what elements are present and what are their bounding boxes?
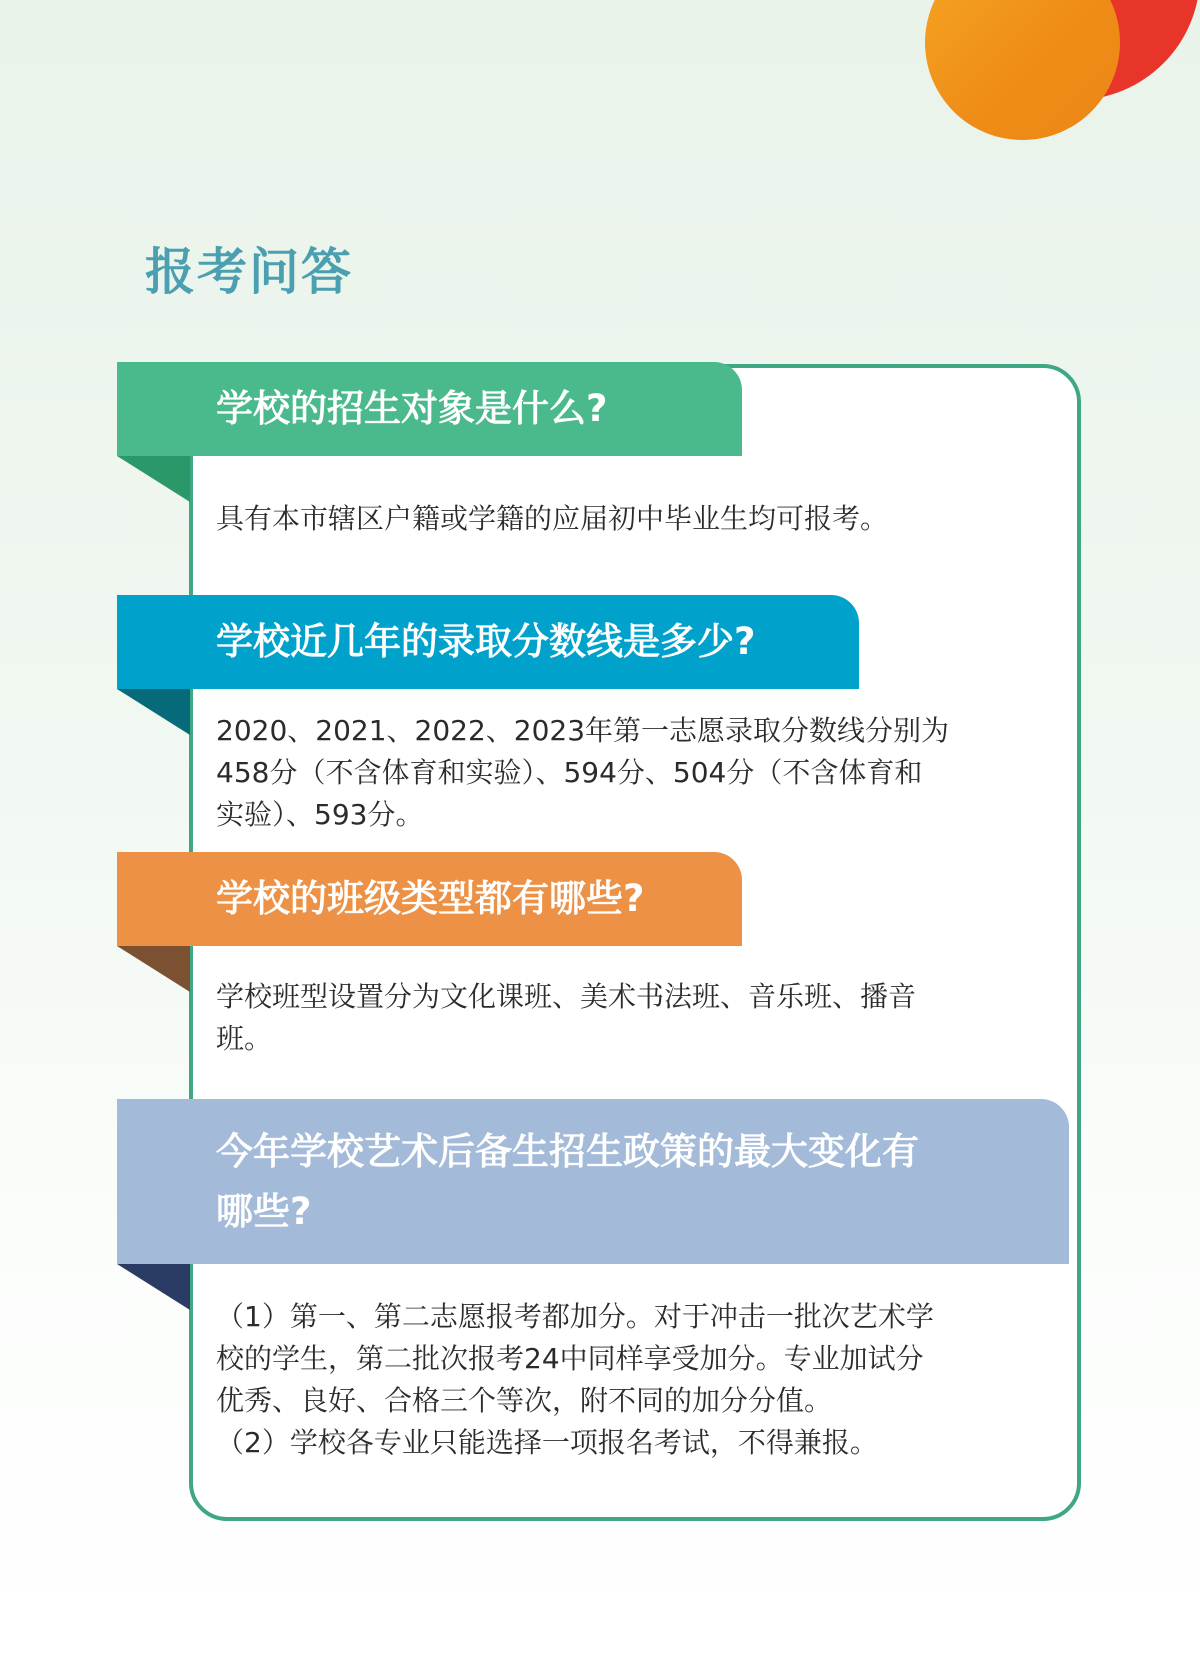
answer-3 bbox=[216, 976, 1036, 1060]
banner-fold-3 bbox=[117, 946, 190, 992]
answer-2-line: 实验）、593分。 bbox=[216, 798, 424, 831]
answer-4-line: 优秀、良好、合格三个等次，附不同的加分分值。 bbox=[216, 1384, 833, 1417]
decorative-orange-circle bbox=[925, 0, 1120, 140]
question-banner-2 bbox=[117, 595, 859, 689]
question-4-text-line: 哪些? bbox=[216, 1189, 312, 1233]
answer-1-line: 具有本市辖区户籍或学籍的应届初中毕业生均可报考。 bbox=[216, 502, 889, 535]
page-title: 报考问答 bbox=[145, 243, 353, 301]
answer-4-line: （1）第一、第二志愿报考都加分。对于冲击一批次艺术学 bbox=[216, 1300, 934, 1333]
answer-4-line: （2）学校各专业只能选择一项报名考试，不得兼报。 bbox=[216, 1426, 878, 1459]
question-3-text: 学校的班级类型都有哪些? bbox=[216, 877, 645, 920]
answer-1 bbox=[216, 498, 1036, 540]
question-1-text: 学校的招生对象是什么? bbox=[216, 387, 608, 430]
answer-3-line: 学校班型设置分为文化课班、美术书法班、音乐班、播音 bbox=[216, 980, 917, 1013]
banner-fold-2 bbox=[117, 689, 190, 735]
answer-2-line: 458分（不含体育和实验）、594分、504分（不含体育和 bbox=[216, 756, 923, 789]
question-2-text: 学校近几年的录取分数线是多少? bbox=[216, 620, 756, 663]
answer-2 bbox=[216, 710, 1036, 836]
answer-3-line: 班。 bbox=[216, 1022, 273, 1055]
question-banner-3 bbox=[117, 852, 742, 946]
answer-2-line: 2020、2021、2022、2023年第一志愿录取分数线分别为 bbox=[216, 714, 950, 747]
banner-fold-1 bbox=[117, 456, 190, 502]
answer-4 bbox=[216, 1296, 1036, 1464]
question-banner-4 bbox=[117, 1099, 1069, 1264]
answer-4-line: 校的学生，第二批次报考24中同样享受加分。专业加试分 bbox=[216, 1342, 924, 1375]
question-banner-1 bbox=[117, 362, 742, 456]
banner-fold-4 bbox=[117, 1264, 190, 1310]
question-4-text-line: 今年学校艺术后备生招生政策的最大变化有 bbox=[216, 1129, 919, 1173]
